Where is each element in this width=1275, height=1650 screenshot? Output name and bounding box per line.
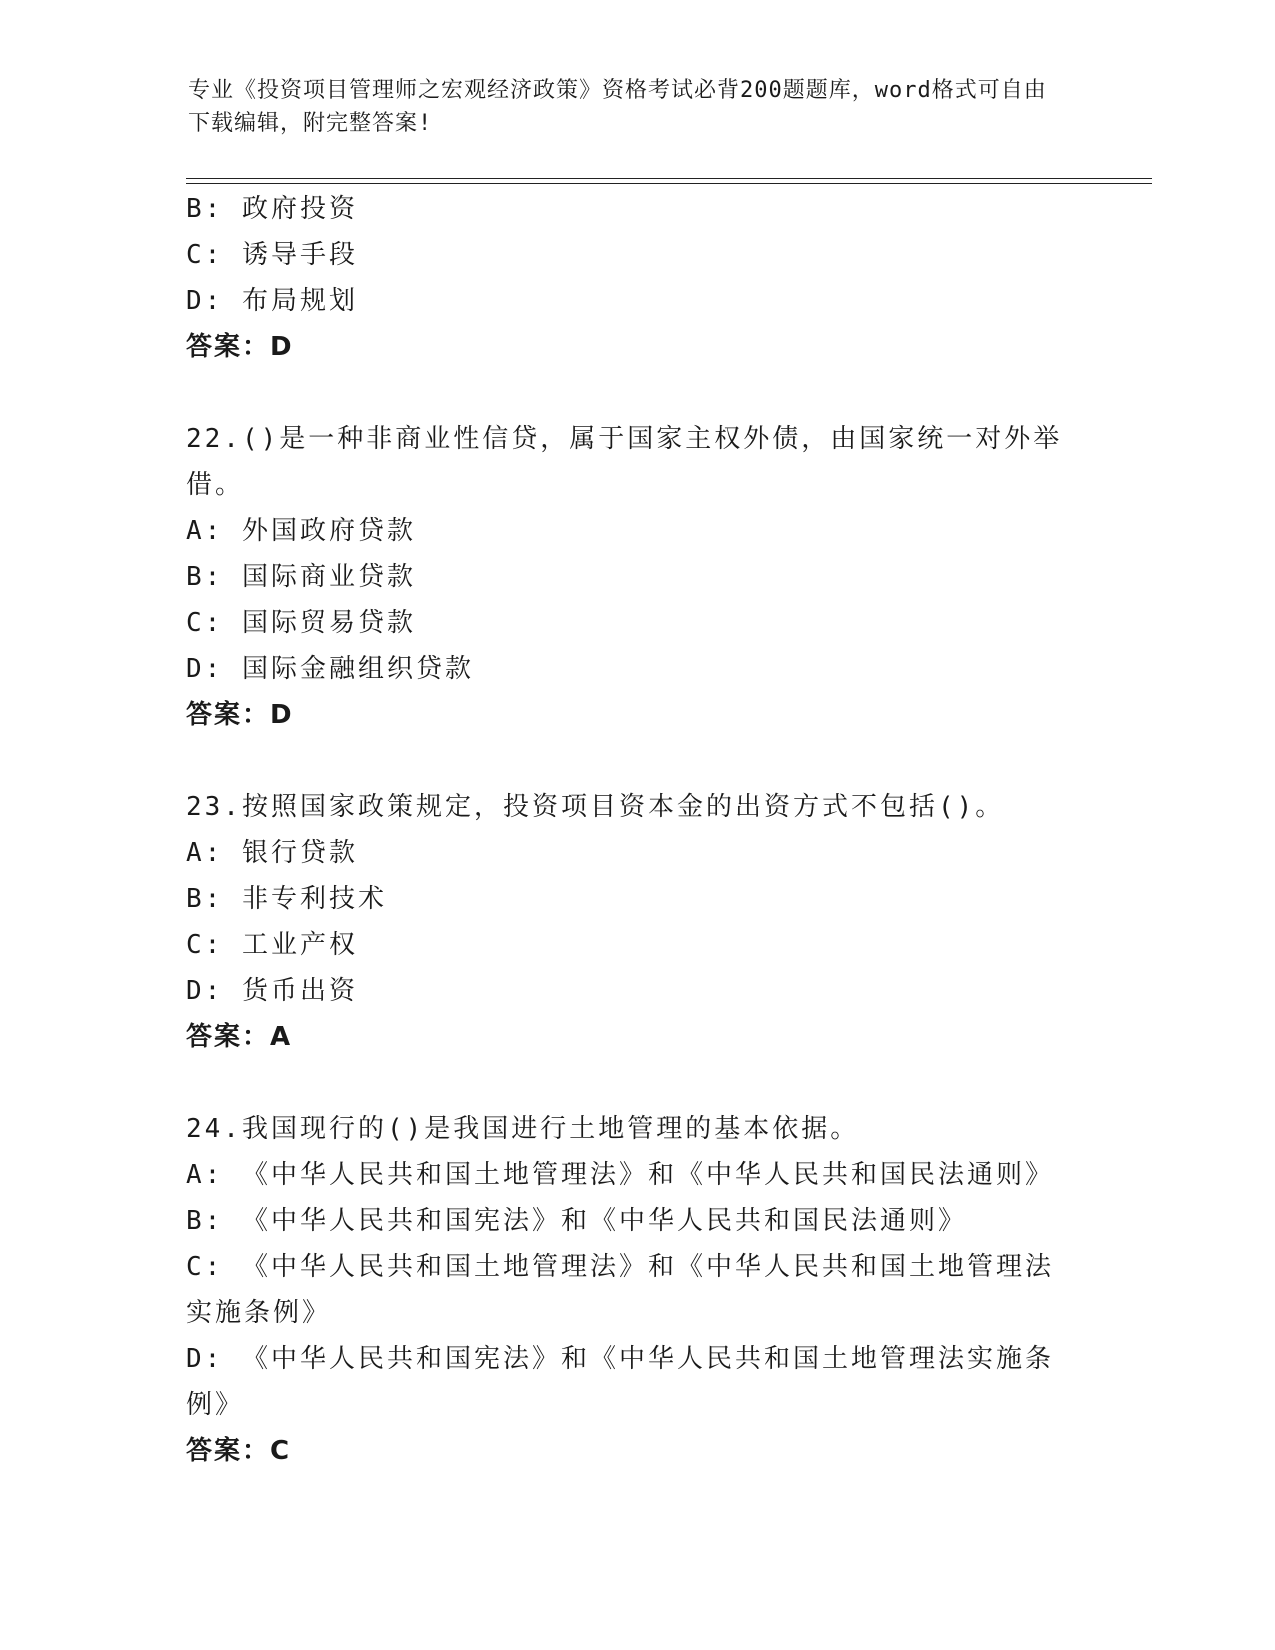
option-c: C: 工业产权 xyxy=(186,930,358,960)
question-stem: 24.我国现行的()是我国进行土地管理的基本依据。 xyxy=(186,1114,860,1144)
header-rule-top xyxy=(186,178,1152,179)
option-b: B: 非专利技术 xyxy=(186,884,387,914)
option-c: C: 国际贸易贷款 xyxy=(186,608,416,638)
answer-label: 答案：D xyxy=(186,700,294,730)
header-rule-bottom xyxy=(186,183,1152,184)
option-d: D: 货币出资 xyxy=(186,976,358,1006)
question-stem: 22.()是一种非商业性信贷，属于国家主权外债，由国家统一对外举借。 xyxy=(186,424,1063,500)
answer-label: 答案：D xyxy=(186,332,294,362)
question-list xyxy=(186,186,1076,1474)
question-stem: 23.按照国家政策规定，投资项目资本金的出资方式不包括()。 xyxy=(186,792,1005,822)
option-c: C: 诱导手段 xyxy=(186,240,358,270)
option-b: B: 《中华人民共和国宪法》和《中华人民共和国民法通则》 xyxy=(186,1206,967,1236)
option-b: B: 政府投资 xyxy=(186,194,358,224)
option-c: C: 《中华人民共和国土地管理法》和《中华人民共和国土地管理法实施条例》 xyxy=(186,1252,1054,1328)
spacer xyxy=(186,738,1076,784)
answer-label: 答案：A xyxy=(186,1022,293,1052)
option-d: D: 国际金融组织贷款 xyxy=(186,654,474,684)
option-b: B: 国际商业贷款 xyxy=(186,562,416,592)
answer-label: 答案：C xyxy=(186,1436,292,1466)
option-d: D: 布局规划 xyxy=(186,286,358,316)
document-header: 专业《投资项目管理师之宏观经济政策》资格考试必背200题题库，word格式可自由下载编辑，附完整答案! xyxy=(188,78,1047,136)
spacer xyxy=(186,1060,1076,1106)
option-a: A: 银行贷款 xyxy=(186,838,358,868)
option-d: D: 《中华人民共和国宪法》和《中华人民共和国土地管理法实施条例》 xyxy=(186,1344,1054,1420)
option-a: A: 外国政府贷款 xyxy=(186,516,416,546)
option-a: A: 《中华人民共和国土地管理法》和《中华人民共和国民法通则》 xyxy=(186,1160,1054,1190)
spacer xyxy=(186,370,1076,416)
